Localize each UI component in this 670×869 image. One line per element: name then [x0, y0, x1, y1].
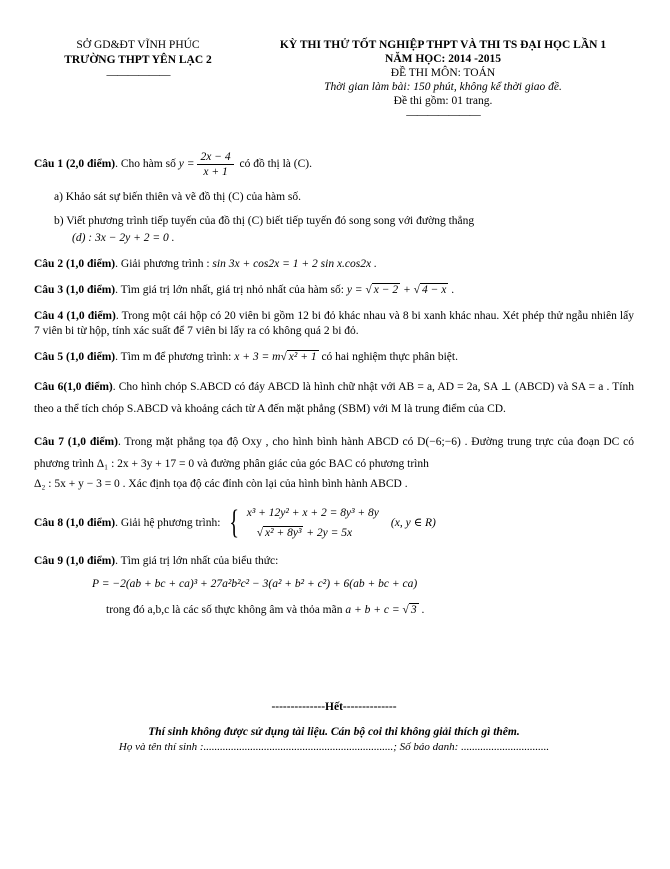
subject-line: ĐỀ THI MÔN: TOÁN — [390, 67, 496, 79]
time-line: Thời gian làm bài: 150 phút, không kể thời giao đề. — [324, 81, 562, 93]
question-3-text: . Tìm giá trị lớn nhất, giá trị nhỏ nhất của hàm số: — [115, 284, 347, 296]
question-2-text: . Giải phương trình : — [115, 258, 213, 270]
line-d-equation: (d) : 3x − 2y + 2 = 0 . — [72, 232, 175, 244]
question-3-eq-pre: y = — [346, 284, 366, 296]
school-divider: —————— — [106, 69, 170, 81]
equation-system — [247, 503, 379, 543]
exam-title: KỲ THI THỬ TỐT NGHIỆP THPT VÀ THI TS ĐẠI HỌC LẦN 1 — [279, 39, 607, 51]
sqrt-sign: √ — [256, 527, 264, 539]
question-5-text: . Tìm m để phương trình: — [115, 351, 235, 363]
question-9-formula: P = −2(ab + bc + ca)³ + 27a²b²c² − 3(a² + b² + c²) + 6(ab + bc + ca) — [92, 578, 418, 590]
question-8-text: . Giải hệ phương trình: — [115, 516, 221, 529]
question-1-text: . Cho hàm số — [115, 158, 179, 171]
question-5-radical: x² + 1 — [288, 351, 317, 363]
question-8 — [34, 503, 634, 543]
question-5-text-post: có hai nghiệm thực phân biệt. — [318, 351, 458, 363]
question-2-label: Câu 2 (1,0 điểm) — [34, 258, 116, 270]
question-9 — [34, 554, 634, 569]
question-9-text: . Tìm giá trị lớn nhất của biểu thức: — [115, 555, 279, 567]
school-year: NĂM HỌC: 2014 -2015 — [385, 53, 501, 65]
department-name: SỞ GD&ĐT VĨNH PHÚC — [76, 39, 200, 51]
question-9-cond-eq: a + b + c = — [345, 604, 403, 616]
exam-footer — [34, 700, 634, 755]
question-7-text: . Trong mặt phẳng tọa độ Oxy , cho hình bình hành ABCD có D(−6;−6) . Đường trung trực của đoạn DC có phương trình Δ₁ : 2x + 3y + 17 = 0 và đường phân giác của góc BAC có phương trình — [34, 436, 635, 470]
system-equation-2-post: + 2y = 5x — [303, 527, 353, 539]
school-header — [28, 38, 248, 83]
end-marker: --------------Hết-------------- — [271, 701, 397, 713]
question-7-line3: Δ₂ : 5x + y − 3 = 0 . Xác định tọa độ các đỉnh còn lại của hình bình hành ABCD . — [34, 478, 408, 490]
question-8-domain: (x, y ∈ R) — [390, 516, 436, 529]
question-5-label: Câu 5 (1,0 điểm) — [34, 351, 116, 363]
question-9-cond-end: . — [418, 604, 425, 616]
question-4-text: . Trong một cái hộp có 20 viên bi gồm 12 bi đỏ khác nhau và 8 bi xanh khác nhau. Xét phép thử ngẫu nhiên lấy 7 viên bi từ hộp, tính xác suất để 7 viên bi lấy ra có không quá 2 bi đỏ. — [34, 310, 634, 337]
question-2 — [34, 257, 634, 272]
question-3-radical-2: 4 − x — [421, 284, 447, 296]
exam-header — [238, 38, 648, 122]
fraction-denominator: x + 1 — [203, 166, 228, 178]
question-3-plus: + — [400, 284, 414, 296]
question-4 — [34, 309, 634, 339]
question-9-condition: trong đó a,b,c là các số thực không âm và thỏa mãn a + b + c = √ 3 . — [106, 604, 425, 616]
question-1b-line — [72, 231, 634, 246]
question-1-func-y: y = — [178, 158, 195, 171]
question-9-cond-radical: 3 — [410, 604, 417, 616]
question-7 — [34, 431, 634, 475]
question-3-label: Câu 3 (1,0 điểm) — [34, 284, 116, 296]
question-7-label: Câu 7 (1,0 điểm) — [34, 436, 118, 448]
question-9-cond-text: trong đó a,b,c là các số thực không âm và thỏa mãn — [106, 604, 346, 616]
system-brace-icon: { — [229, 504, 240, 541]
system-equation-2-radical: x² + 8y³ — [265, 527, 302, 539]
question-9-label: Câu 9 (1,0 điểm) — [34, 555, 116, 567]
school-name: TRƯỜNG THPT YÊN LẠC 2 — [64, 54, 212, 66]
question-1-fraction — [197, 150, 233, 179]
question-1 — [34, 150, 634, 179]
question-1b: b) Viết phương trình tiếp tuyến của đồ thị (C) biết tiếp tuyến đó song song với đường thẳng — [54, 215, 475, 227]
question-6 — [34, 376, 634, 420]
page-count-line: Đề thi gồm: 01 trang. — [393, 95, 493, 107]
question-6-text: . Cho hình chóp S.ABCD có đáy ABCD là hình chữ nhật với AB = a, AD = 2a, SA ⊥ (ABCD) và SA = a . Tính theo a thể tích chóp S.ABCD và khoảng cách từ A đến mặt phẳng (SBM) với M là trung điểm của CD. — [34, 381, 634, 415]
question-3: Câu 3 (1,0 điểm). Tìm giá trị lớn nhất, giá trị nhỏ nhất của hàm số: y = √ x − 2 + √ 4 − x . — [34, 284, 455, 296]
candidate-name-line: Họ và tên thí sinh :.....................................................................; Số báo danh: ................................ — [118, 741, 550, 753]
question-4-label: Câu 4 (1,0 điểm) — [34, 310, 116, 322]
system-equation-2 — [247, 523, 379, 543]
question-1-label: Câu 1 (2,0 điểm) — [34, 158, 116, 171]
question-3-end: . — [448, 284, 455, 296]
question-6-label: Câu 6(1,0 điểm) — [34, 381, 113, 393]
question-5-eq-pre: x + 3 = m — [234, 351, 281, 363]
system-equation-1: x³ + 12y² + x + 2 = 8y³ + 8y — [246, 507, 379, 519]
exam-divider: ——————— — [406, 109, 480, 121]
question-8-label: Câu 8 (1,0 điểm) — [34, 516, 116, 529]
footer-note: Thí sinh không được sử dụng tài liệu. Cán bộ coi thi không giải thích gì thêm. — [148, 726, 520, 738]
question-5: Câu 5 (1,0 điểm). Tìm m để phương trình: x + 3 = m√ x² + 1 có hai nghiệm thực phân biệt. — [34, 351, 458, 363]
exam-body — [34, 150, 634, 629]
fraction-numerator: 2x − 4 — [197, 150, 233, 165]
question-2-equation: sin 3x + cos2x = 1 + 2 sin x.cos2x . — [212, 258, 377, 270]
question-1a: a) Khảo sát sự biến thiên và vẽ đồ thị (C) của hàm số. — [54, 191, 302, 203]
question-3-radical-1: x − 2 — [373, 284, 399, 296]
question-1-text-post: có đồ thị là (C). — [236, 158, 312, 171]
